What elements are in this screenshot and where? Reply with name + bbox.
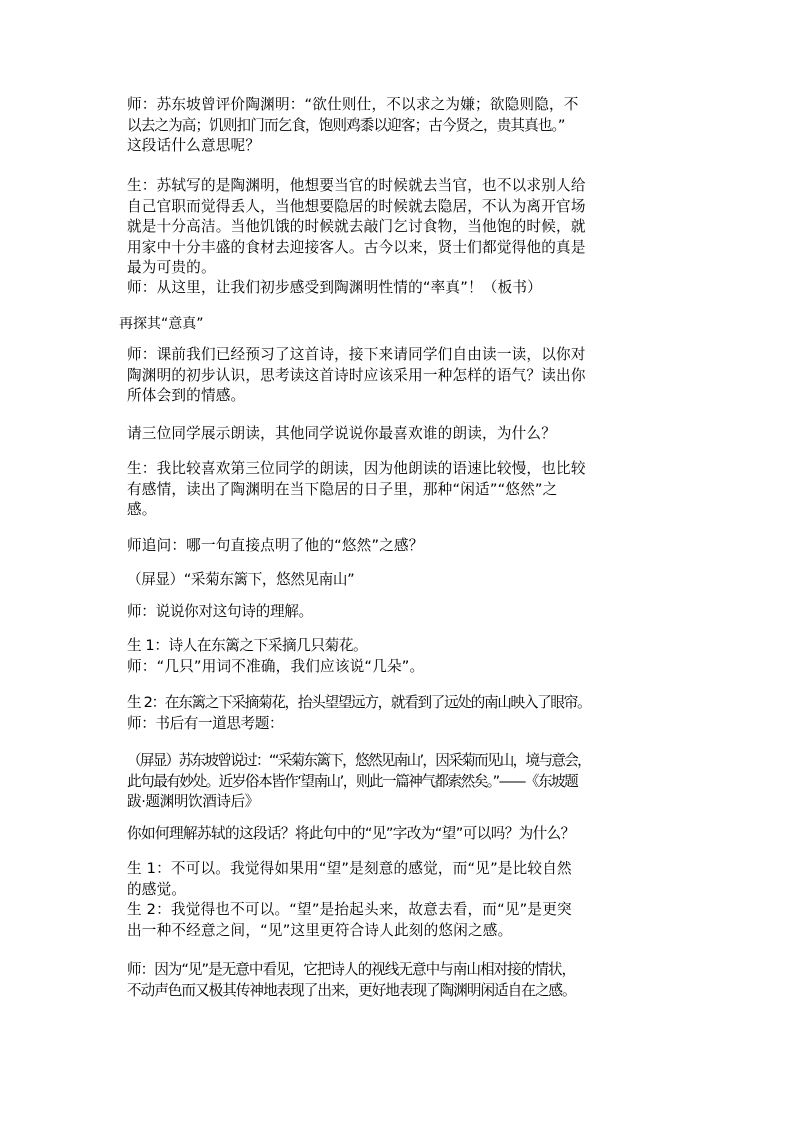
text-line: 自己官职而觉得丢人，当他想要隐居的时候就去隐居，不认为离开官场 [127, 197, 586, 215]
text-line: （屏显）“采菊东篱下，悠然见南山” [127, 571, 355, 588]
text-line: 这段话什么意思呢？ [127, 137, 261, 154]
text-line: 师追问：哪一句直接点明了他的“悠然”之感？ [127, 537, 424, 554]
paragraph-screen-display-poem [127, 570, 354, 591]
text-line: 跋·题渊明饮酒诗后》 [127, 793, 259, 810]
text-line: （屏显）苏东坡曾说过：“‘采菊东篱下，悠然见南山’，因采菊而见山，境与意会， [127, 752, 591, 769]
text-line: 师：书后有一道思考题： [127, 714, 284, 732]
paragraph-teacher-summary [127, 278, 542, 299]
section-heading [119, 314, 204, 335]
text-line: 就是十分高洁。当他饥饿的时候就去敲门乞讨食物，当他饱的时候，就 [127, 218, 586, 235]
text-line: 生 1：诗人在东篱之下采摘几只菊花。 [127, 637, 368, 654]
paragraph-student-reading-feedback [127, 459, 586, 521]
text-line: 你如何理解苏轼的这段话？将此句中的“见”字改为“望”可以吗？为什么？ [127, 825, 575, 842]
text-line: 感。 [127, 501, 157, 518]
paragraph-reading-instruction [127, 424, 556, 445]
text-line: 以去之为高；饥则扣门而乞食，饱则鸡黍以迎客；古今贤之，贵其真也。” [127, 116, 565, 134]
paragraph-student-answer [127, 176, 586, 279]
text-line: 生 1：不可以。我觉得如果用“望”是刻意的感觉，而“见”是比较自然 [127, 860, 572, 877]
text-line: 最为可贵的。 [127, 259, 216, 276]
text-line: 师：说说你对这句诗的理解。 [127, 603, 313, 620]
paragraph-screen-display-quote [127, 751, 590, 813]
text-line: 生：苏轼写的是陶渊明，他想要当官的时候就去当官，也不以求别人给 [127, 177, 586, 194]
paragraph-teacher-prompt [127, 602, 313, 623]
text-line: 生 2：我觉得也不可以。“望”是抬起头来，故意去看，而“见”是更突 [127, 901, 572, 918]
text-line: 此句最有妙处。近岁俗本皆作‘望南山’，则此一篇神气都索然矣。”——《东坡题 [127, 772, 578, 790]
paragraph-teacher-reading-task [127, 345, 586, 407]
text-line: 生 2：在东篱之下采摘菊花，抬头望望远方，就看到了远处的南山映入了眼帘。 [127, 694, 591, 711]
text-line: 用家中十分丰盛的食材去迎接客人。古今以来，贤士们都觉得他的真是 [127, 238, 586, 256]
text-line: 师：从这里，让我们初步感受到陶渊明性情的“率真”！（板书） [127, 279, 542, 296]
text-line: 有感情，读出了陶渊明在当下隐居的日子里，那种“闲适”“悠然”之 [127, 480, 558, 498]
text-line: 生：我比较喜欢第三位同学的朗读，因为他朗读的语速比较慢，也比较 [127, 460, 586, 477]
paragraph-teacher-conclusion [127, 960, 576, 1001]
paragraph-student-responses [127, 859, 572, 941]
text-line: 师：苏东坡曾评价陶渊明：“欲仕则仕，不以求之为嫌；欲隐则隐，不 [127, 96, 579, 113]
text-line: 出一种不经意之间，“见”这里更符合诗人此刻的悠闲之感。 [127, 921, 513, 939]
text-line: 师：因为“见”是无意中看见，它把诗人的视线无意中与南山相对接的情状， [127, 961, 576, 978]
paragraph-student2-exchange [127, 693, 590, 734]
heading-text: 再探其“意真” [119, 316, 204, 332]
text-line: 所体会到的情感。 [127, 387, 246, 404]
text-line: 师：“几只”用词不准确，我们应该说“几朵”。 [127, 657, 425, 675]
paragraph-teacher-question-sushi [127, 95, 579, 157]
paragraph-student1-exchange [127, 636, 424, 677]
text-line: 的感觉。 [127, 880, 187, 898]
text-line: 师：课前我们已经预习了这首诗，接下来请同学们自由读一读，以你对 [127, 346, 586, 363]
text-line: 陶渊明的初步认识，思考读这首诗时应该采用一种怎样的语气？读出你 [127, 366, 586, 384]
paragraph-comparison-question [127, 824, 575, 845]
text-line: 请三位同学展示朗读，其他同学说说你最喜欢谁的朗读，为什么？ [127, 425, 557, 442]
text-line: 不动声色而又极其传神地表现了出来，更好地表现了陶渊明闲适自在之感。 [127, 981, 576, 999]
paragraph-teacher-followup [127, 536, 424, 557]
